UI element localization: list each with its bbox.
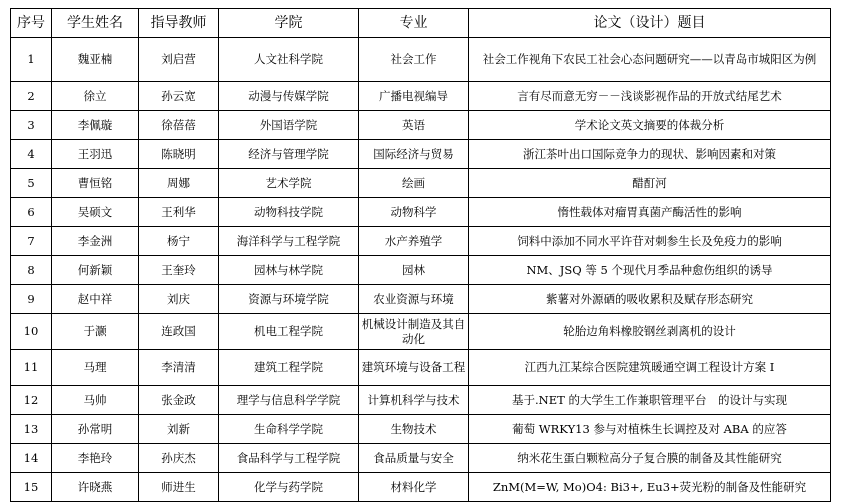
cell-college: 生命科学学院 (219, 415, 359, 444)
table-row (11, 169, 831, 198)
cell-title: 轮胎边角料橡胶钢丝剥离机的设计 (469, 314, 831, 350)
cell-student: 魏亚楠 (52, 38, 139, 82)
cell-college: 人文社科学院 (219, 38, 359, 82)
cell-no: 8 (11, 256, 52, 285)
cell-no: 12 (11, 386, 52, 415)
table-header-row (11, 9, 831, 38)
cell-college: 艺术学院 (219, 169, 359, 198)
cell-title: 基于.NET 的大学生工作兼职管理平台 的设计与实现 (469, 386, 831, 415)
cell-no: 3 (11, 111, 52, 140)
cell-college: 建筑工程学院 (219, 350, 359, 386)
cell-major: 动物科学 (359, 198, 469, 227)
cell-advisor: 杨宁 (139, 227, 219, 256)
cell-major: 农业资源与环境 (359, 285, 469, 314)
cell-title: 葡萄 WRKY13 参与对植株生长调控及对 ABA 的应答 (469, 415, 831, 444)
cell-college: 海洋科学与工程学院 (219, 227, 359, 256)
cell-major: 园林 (359, 256, 469, 285)
cell-title: NM、JSQ 等 5 个现代月季品种愈伤组织的诱导 (469, 256, 831, 285)
cell-title: 浙江茶叶出口国际竞争力的现状、影响因素和对策 (469, 140, 831, 169)
cell-college: 理学与信息科学学院 (219, 386, 359, 415)
cell-student: 吴硕文 (52, 198, 139, 227)
cell-college: 动漫与传媒学院 (219, 82, 359, 111)
cell-no: 14 (11, 444, 52, 473)
cell-college: 化学与药学院 (219, 473, 359, 502)
cell-title: 学术论文英文摘要的体裁分析 (469, 111, 831, 140)
table-row (11, 285, 831, 314)
cell-major: 水产养殖学 (359, 227, 469, 256)
cell-title: 饲料中添加不同水平许苷对刺参生长及免疫力的影响 (469, 227, 831, 256)
cell-college: 园林与林学院 (219, 256, 359, 285)
header-cell-no: 序号 (11, 9, 52, 38)
table-row (11, 415, 831, 444)
cell-title: 醋酊河 (469, 169, 831, 198)
cell-student: 许晓燕 (52, 473, 139, 502)
header-cell-major: 专业 (359, 9, 469, 38)
cell-advisor: 孙庆杰 (139, 444, 219, 473)
cell-title: ZnM(M=W, Mo)O4: Bi3+, Eu3+荧光粉的制备及性能研究 (469, 473, 831, 502)
cell-student: 徐立 (52, 82, 139, 111)
cell-advisor: 刘庆 (139, 285, 219, 314)
cell-student: 赵中祥 (52, 285, 139, 314)
cell-advisor: 孙云宽 (139, 82, 219, 111)
cell-title: 纳米花生蛋白颗粒高分子复合膜的制备及其性能研究 (469, 444, 831, 473)
cell-major: 英语 (359, 111, 469, 140)
cell-major: 社会工作 (359, 38, 469, 82)
cell-no: 5 (11, 169, 52, 198)
header-cell-title: 论文（设计）题目 (469, 9, 831, 38)
cell-student: 马理 (52, 350, 139, 386)
cell-advisor: 王利华 (139, 198, 219, 227)
cell-college: 机电工程学院 (219, 314, 359, 350)
cell-student: 孙常明 (52, 415, 139, 444)
table-row (11, 386, 831, 415)
cell-major: 绘画 (359, 169, 469, 198)
cell-advisor: 连政国 (139, 314, 219, 350)
cell-college: 经济与管理学院 (219, 140, 359, 169)
cell-college: 食品科学与工程学院 (219, 444, 359, 473)
cell-advisor: 周娜 (139, 169, 219, 198)
cell-no: 13 (11, 415, 52, 444)
table-row (11, 314, 831, 350)
cell-advisor: 师进生 (139, 473, 219, 502)
cell-title: 社会工作视角下农民工社会心态问题研究——以青岛市城阳区为例 (469, 38, 831, 82)
cell-major: 广播电视编导 (359, 82, 469, 111)
cell-title: 江西九江某综合医院建筑暖通空调工程设计方案 I (469, 350, 831, 386)
cell-advisor: 王奎玲 (139, 256, 219, 285)
cell-advisor: 李清清 (139, 350, 219, 386)
table-row (11, 350, 831, 386)
header-cell-advisor: 指导教师 (139, 9, 219, 38)
header-cell-student: 学生姓名 (52, 9, 139, 38)
cell-advisor: 陈晓明 (139, 140, 219, 169)
cell-major: 食品质量与安全 (359, 444, 469, 473)
cell-student: 李艳玲 (52, 444, 139, 473)
cell-major: 材料化学 (359, 473, 469, 502)
table-row (11, 38, 831, 82)
cell-no: 2 (11, 82, 52, 111)
cell-no: 1 (11, 38, 52, 82)
cell-major: 国际经济与贸易 (359, 140, 469, 169)
cell-no: 15 (11, 473, 52, 502)
table-row (11, 82, 831, 111)
cell-college: 动物科技学院 (219, 198, 359, 227)
table-row (11, 227, 831, 256)
cell-student: 李金洲 (52, 227, 139, 256)
cell-major: 生物技术 (359, 415, 469, 444)
cell-student: 何新颖 (52, 256, 139, 285)
cell-student: 李佩璇 (52, 111, 139, 140)
cell-student: 于灏 (52, 314, 139, 350)
cell-major: 建筑环境与设备工程 (359, 350, 469, 386)
cell-advisor: 刘新 (139, 415, 219, 444)
table-row (11, 444, 831, 473)
cell-no: 4 (11, 140, 52, 169)
cell-student: 王羽迅 (52, 140, 139, 169)
table-row (11, 256, 831, 285)
cell-student: 曹恒铭 (52, 169, 139, 198)
cell-no: 6 (11, 198, 52, 227)
table-row (11, 111, 831, 140)
cell-advisor: 徐蓓蓓 (139, 111, 219, 140)
header-cell-college: 学院 (219, 9, 359, 38)
cell-student: 马帅 (52, 386, 139, 415)
cell-no: 10 (11, 314, 52, 350)
cell-title: 言有尽而意无穷－－浅谈影视作品的开放式结尾艺术 (469, 82, 831, 111)
table-row (11, 140, 831, 169)
cell-no: 7 (11, 227, 52, 256)
cell-title: 惰性载体对瘤胃真菌产酶活性的影响 (469, 198, 831, 227)
cell-advisor: 刘启营 (139, 38, 219, 82)
table-row (11, 473, 831, 502)
cell-advisor: 张金政 (139, 386, 219, 415)
cell-college: 外国语学院 (219, 111, 359, 140)
table-row (11, 198, 831, 227)
cell-major: 计算机科学与技术 (359, 386, 469, 415)
cell-no: 11 (11, 350, 52, 386)
cell-major: 机械设计制造及其自动化 (359, 314, 469, 350)
cell-title: 紫薯对外源硒的吸收累积及赋存形态研究 (469, 285, 831, 314)
cell-college: 资源与环境学院 (219, 285, 359, 314)
thesis-table (10, 8, 831, 502)
cell-no: 9 (11, 285, 52, 314)
